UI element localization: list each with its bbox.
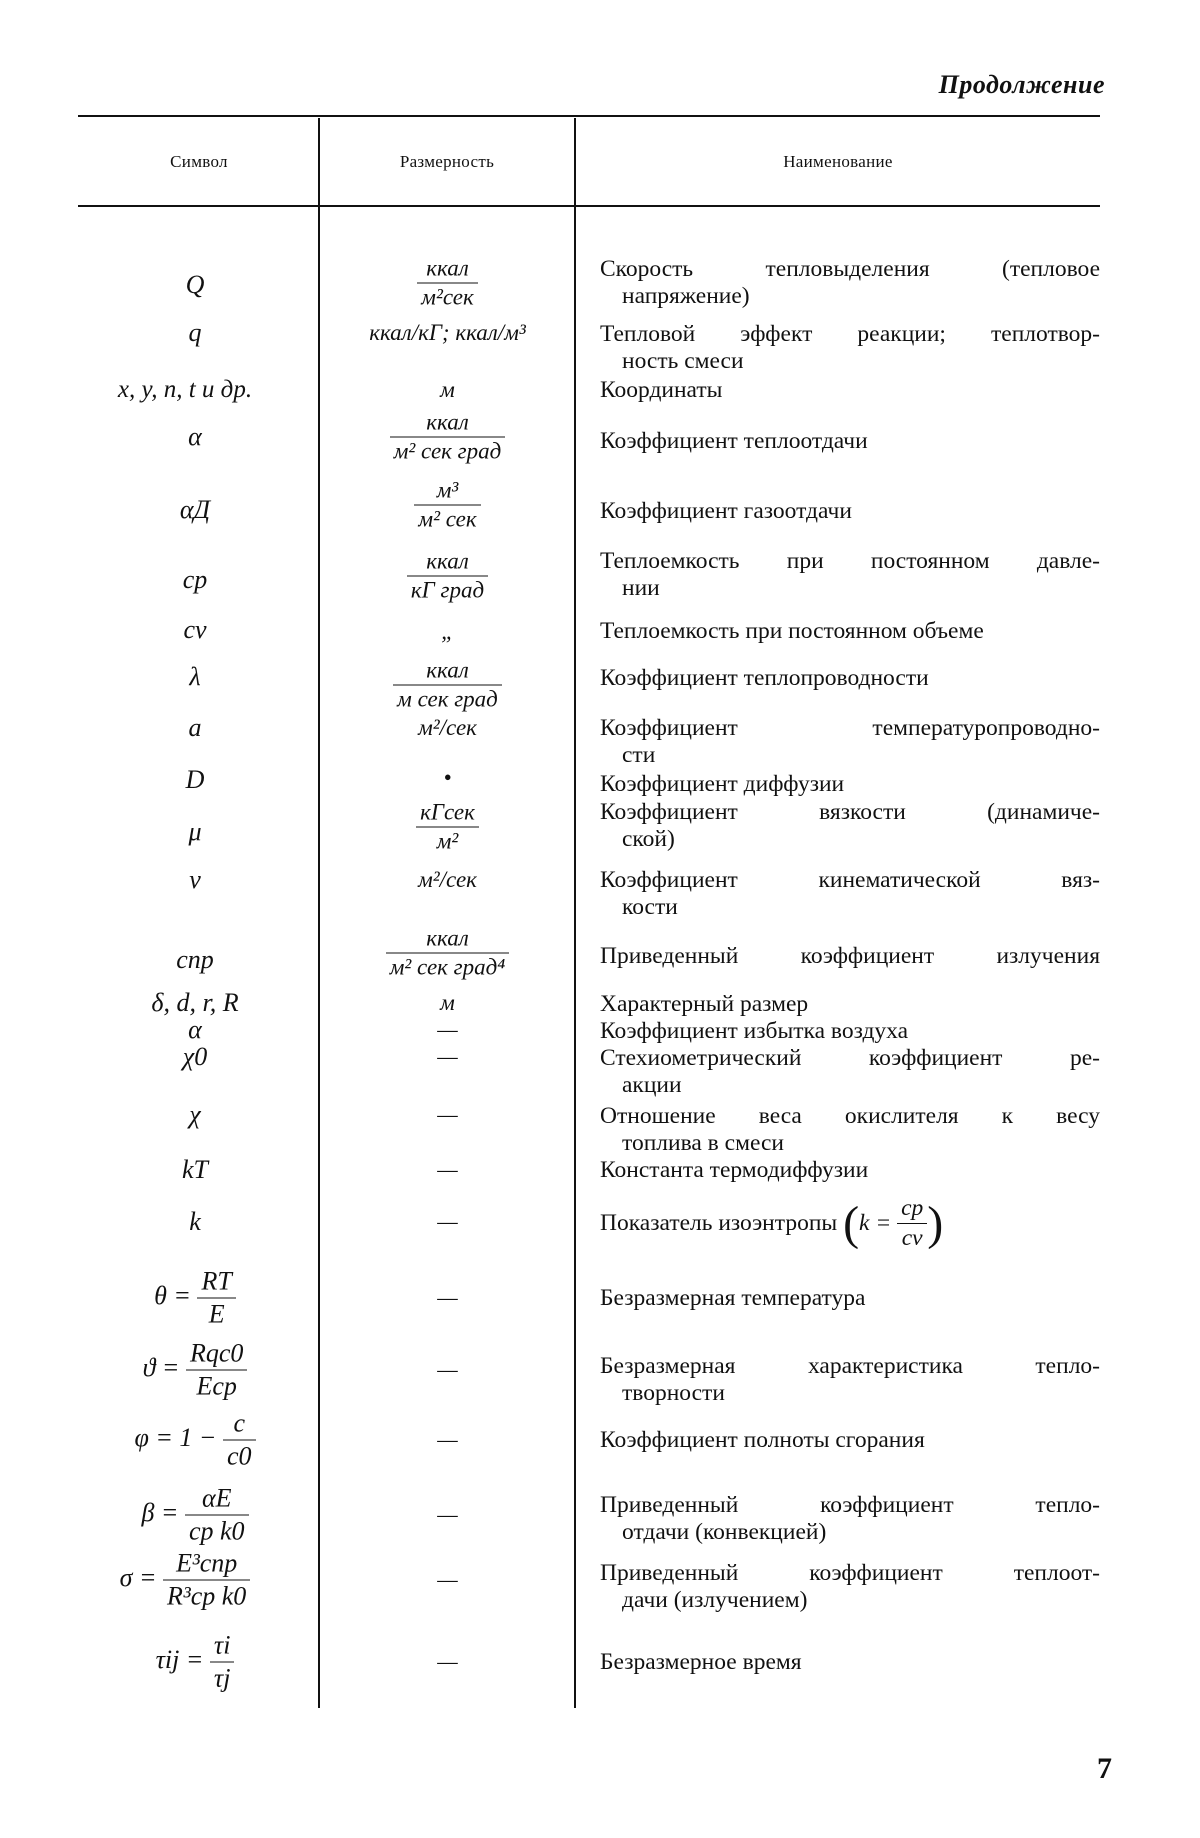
dimension-cell: ккал/кГ; ккал/м³ xyxy=(369,320,526,345)
symbol-cell: λ xyxy=(189,662,201,691)
dim-numerator: кГсек xyxy=(416,800,479,828)
table-top-rule xyxy=(78,115,1100,117)
symbol-numerator: αE xyxy=(185,1484,249,1516)
symbol-cell xyxy=(80,1484,310,1547)
name-line-1: Приведенный коэффициент тепло- xyxy=(600,1492,1100,1518)
dim-denominator: м сек град xyxy=(397,686,498,712)
name-cell xyxy=(600,665,1100,692)
header-dimension: Размерность xyxy=(399,152,495,171)
name-cell xyxy=(600,867,1100,921)
symbol-cell: k xyxy=(189,1207,201,1236)
dimension-cell: „ xyxy=(441,619,454,644)
name-line-2: напряжение) xyxy=(622,283,750,309)
name-line-1: Приведенный коэффициент теплоот- xyxy=(600,1560,1100,1586)
name-line-1: Коэффициент газоотдачи xyxy=(600,498,852,524)
name-cell xyxy=(600,771,1100,798)
symbol-cell: Q xyxy=(185,270,205,299)
name-cell xyxy=(600,943,1100,970)
name-line-1: Безразмерная температура xyxy=(600,1285,866,1311)
symbol-cell xyxy=(80,1267,310,1330)
symbol-lhs: ϑ = xyxy=(142,1352,180,1382)
symbol-cell: χ xyxy=(189,1100,201,1129)
dim-numerator: ккал xyxy=(386,926,510,954)
name-line-1: Координаты xyxy=(600,377,723,403)
symbol-lhs: θ = xyxy=(154,1280,191,1310)
dim-denominator: м² сек град⁴ xyxy=(389,954,506,980)
page-number: 7 xyxy=(1097,1752,1112,1785)
dimension-cell xyxy=(325,549,570,604)
name-line-1: Коэффициент вязкости (динамиче- xyxy=(600,799,1100,825)
name-cell xyxy=(600,1560,1100,1614)
name-line-1: Теплоемкость при постоянном объеме xyxy=(600,618,984,644)
dim-denominator: м²сек xyxy=(421,284,474,310)
symbol-cell xyxy=(80,1631,310,1694)
name-line-1: Коэффициент избытка воздуха xyxy=(600,1018,909,1044)
name-line-1: Безразмерная характеристика тепло- xyxy=(600,1353,1100,1379)
name-line-2: отдачи (конвекцией) xyxy=(622,1519,827,1545)
column-divider-2 xyxy=(574,118,576,1708)
name-cell xyxy=(600,1285,1100,1312)
name-line-1: Коэффициент диффузии xyxy=(600,771,845,797)
dim-denominator: кГ град xyxy=(410,577,485,603)
symbol-denominator: τj xyxy=(213,1663,231,1693)
name-cell xyxy=(600,428,1100,455)
symbol-denominator: cp k0 xyxy=(188,1516,245,1546)
name-line-1: Стехиометрический коэффициент ре- xyxy=(600,1045,1100,1071)
name-cell xyxy=(600,321,1100,375)
symbol-cell: x, y, n, t и др. xyxy=(117,376,253,403)
dim-numerator: ккал xyxy=(407,549,488,577)
dim-numerator: м³ xyxy=(414,478,480,506)
dimension-cell: — xyxy=(437,1017,458,1042)
dimension-cell: — xyxy=(437,1427,458,1452)
name-line-2: творности xyxy=(622,1380,725,1406)
formula-denominator: cv xyxy=(901,1225,923,1251)
name-cell xyxy=(600,1195,1100,1252)
symbol-cell xyxy=(80,1339,310,1402)
name-line-2: ность смеси xyxy=(622,348,744,374)
dimension-cell xyxy=(325,658,570,713)
dimension-cell: — xyxy=(437,1285,458,1310)
symbol-cell: kT xyxy=(182,1155,208,1184)
dimension-cell: — xyxy=(437,1044,458,1069)
dim-denominator: м² сек град xyxy=(393,438,502,464)
name-cell xyxy=(600,1103,1100,1157)
dimension-cell: м²/сек xyxy=(418,867,477,892)
name-line-1: Приведенный коэффициент излучения xyxy=(600,943,1100,969)
name-cell xyxy=(600,715,1100,769)
symbol-cell: a xyxy=(188,713,202,742)
name-line-1: Показатель изоэнтропы xyxy=(600,1210,838,1236)
name-line-1: Коэффициент теплоотдачи xyxy=(600,428,868,454)
dim-numerator: ккал xyxy=(417,256,477,284)
name-line-1: Отношение веса окислителя к весу xyxy=(600,1103,1100,1129)
symbol-cell: cp xyxy=(182,565,208,594)
name-cell xyxy=(600,256,1100,310)
name-cell xyxy=(600,498,1100,525)
dimension-cell xyxy=(325,410,570,465)
symbol-cell: α xyxy=(188,1015,202,1044)
formula-lhs: k = xyxy=(859,1210,892,1236)
name-cell xyxy=(600,1427,1100,1454)
name-line-1: Коэффициент теплопроводности xyxy=(600,665,929,691)
symbol-denominator: E xyxy=(208,1299,225,1329)
dim-numerator: ккал xyxy=(390,410,506,438)
symbol-lhs: σ = xyxy=(119,1562,157,1592)
dimension-cell: — xyxy=(437,1209,458,1234)
symbol-lhs: φ = 1 − xyxy=(134,1422,217,1452)
formula-numerator: cp xyxy=(897,1195,927,1224)
symbol-cell: χ0 xyxy=(182,1042,208,1071)
name-line-2: акции xyxy=(622,1072,682,1098)
symbol-numerator: Rqc0 xyxy=(186,1339,247,1371)
name-cell xyxy=(600,991,1100,1018)
continuation-label: Продолжение xyxy=(938,70,1105,99)
dimension-cell: — xyxy=(437,1567,458,1592)
header-symbol: Символ xyxy=(170,152,228,171)
symbol-cell: α xyxy=(188,422,202,451)
symbol-numerator: E³cпр xyxy=(163,1549,250,1581)
dimension-cell xyxy=(325,478,570,533)
header-name: Наименование xyxy=(783,152,893,171)
name-cell xyxy=(600,1492,1100,1546)
formula-fraction xyxy=(897,1195,927,1252)
dimension-cell: м²/сек xyxy=(418,715,477,740)
dimension-cell xyxy=(325,926,570,981)
header-bottom-rule xyxy=(78,205,1100,207)
name-cell xyxy=(600,377,1100,404)
dim-numerator: ккал xyxy=(393,658,502,686)
name-cell xyxy=(600,1649,1100,1676)
name-line-2: кости xyxy=(622,894,678,920)
symbol-numerator: τi xyxy=(210,1631,235,1663)
name-line-2: дачи (излучением) xyxy=(622,1587,808,1613)
symbol-lhs: β = xyxy=(141,1497,179,1527)
symbol-cell xyxy=(70,1549,300,1612)
formula-close-paren: ) xyxy=(927,1197,944,1250)
name-line-2: нии xyxy=(622,575,660,601)
dimension-cell: • xyxy=(443,765,452,790)
name-line-1: Скорость тепловыделения (тепловое xyxy=(600,256,1100,282)
name-line-1: Характерный размер xyxy=(600,991,809,1017)
symbol-lhs: τij = xyxy=(155,1644,204,1674)
symbol-cell: D xyxy=(185,765,205,794)
dim-denominator: м² xyxy=(436,828,459,854)
symbol-cell: μ xyxy=(188,817,202,846)
dimension-cell: — xyxy=(437,1102,458,1127)
dimension-cell: м xyxy=(440,377,455,402)
symbol-cell: αД xyxy=(179,495,211,524)
dimension-cell: м xyxy=(440,990,455,1015)
dimension-cell xyxy=(325,800,570,855)
dimension-cell: — xyxy=(437,1649,458,1674)
name-line-2: сти xyxy=(622,742,656,768)
name-line-1: Коэффициент кинематической вяз- xyxy=(600,867,1100,893)
name-cell xyxy=(600,1353,1100,1407)
name-line-1: Теплоемкость при постоянном давле- xyxy=(600,548,1100,574)
symbol-numerator: c xyxy=(223,1409,256,1441)
symbol-denominator: R³cp k0 xyxy=(167,1581,247,1611)
column-divider-1 xyxy=(318,118,320,1708)
dimension-cell: — xyxy=(437,1502,458,1527)
symbol-cell: q xyxy=(188,318,202,347)
dimension-cell xyxy=(325,256,570,311)
name-cell xyxy=(600,1018,1100,1045)
symbol-denominator: Ecp xyxy=(196,1371,237,1401)
name-line-2: ской) xyxy=(622,826,675,852)
name-cell xyxy=(600,618,1100,645)
symbol-cell: cпр xyxy=(176,945,214,974)
name-cell xyxy=(600,1045,1100,1099)
symbol-cell xyxy=(80,1409,310,1472)
name-cell xyxy=(600,548,1100,602)
name-line-1: Тепловой эффект реакции; теплотвор- xyxy=(600,321,1100,347)
symbol-cell: ν xyxy=(189,865,201,894)
dimension-cell: — xyxy=(437,1357,458,1382)
dimension-cell: — xyxy=(437,1157,458,1182)
name-line-1: Безразмерное время xyxy=(600,1649,802,1675)
name-line-1: Константа термодиффузии xyxy=(600,1157,869,1183)
formula-open-paren: ( xyxy=(843,1197,860,1250)
symbol-cell: cv xyxy=(183,615,207,644)
name-line-1: Коэффициент температуропроводно- xyxy=(600,715,1100,741)
name-line-1: Коэффициент полноты сгорания xyxy=(600,1427,925,1453)
symbol-denominator: c0 xyxy=(226,1441,252,1471)
symbol-cell: δ, d, r, R xyxy=(151,988,239,1017)
name-cell xyxy=(600,1157,1100,1184)
name-line-2: топлива в смеси xyxy=(622,1130,784,1156)
name-cell xyxy=(600,799,1100,853)
dim-denominator: м² сек xyxy=(418,506,477,532)
symbol-numerator: RT xyxy=(197,1267,235,1299)
